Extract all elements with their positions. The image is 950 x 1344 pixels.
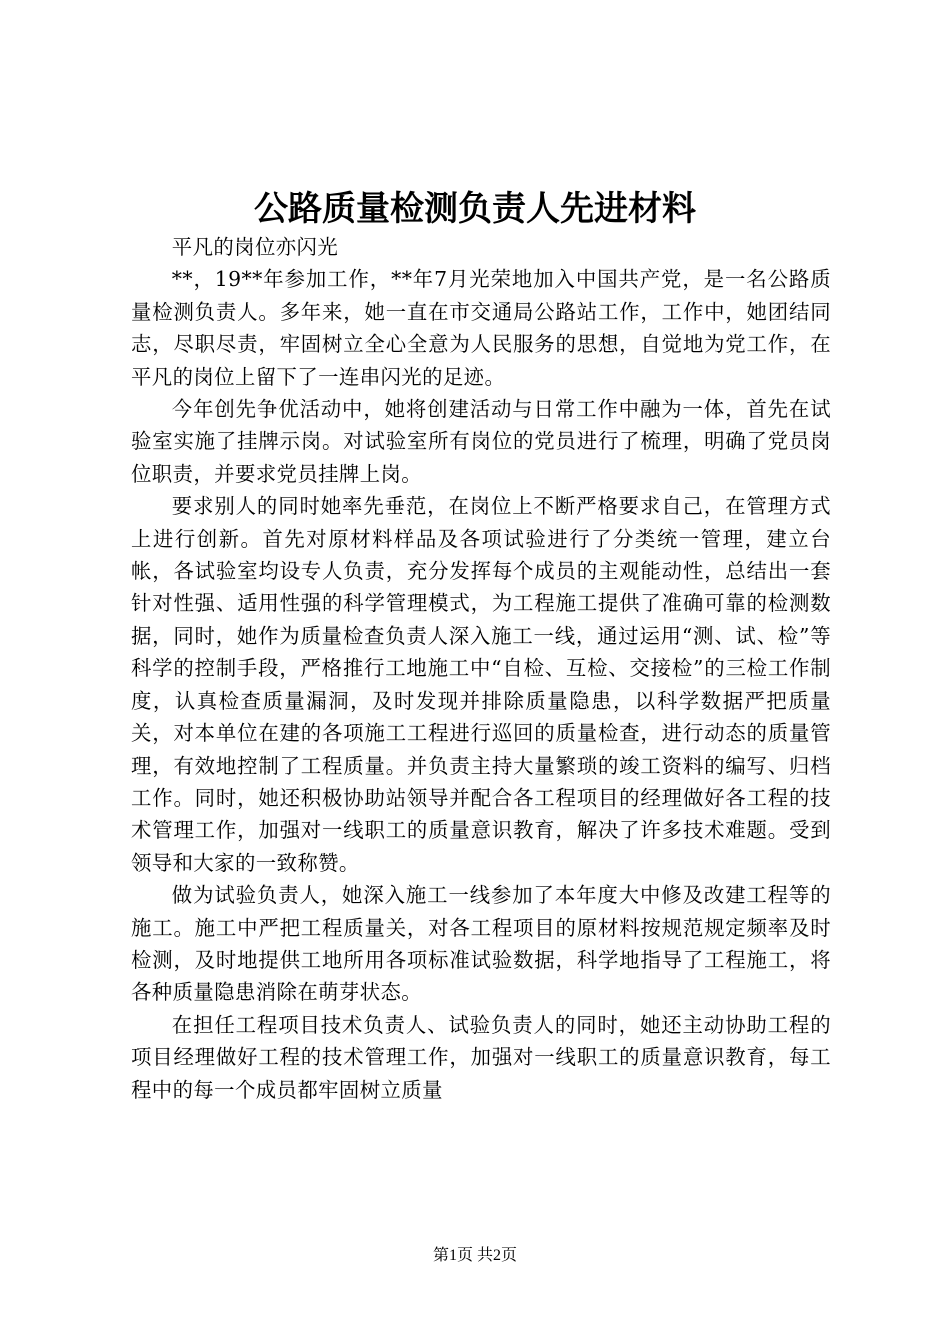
paragraph: **，19**年参加工作，**年7月光荣地加入中国共产党，是一名公路质量检测负责人。多年来，她一直在市交通局公路站工作，工作中，她团结同志，尽职尽责，牢固树立全心全意为人民服务的思想，自觉地为党工作，在平凡的岗位上留下了一连串闪光的足迹。: [131, 267, 831, 389]
paragraph: 要求别人的同时她率先垂范，在岗位上不断严格要求自己，在管理方式上进行创新。首先对原材料样品及各项试验进行了分类统一管理，建立台帐，各试验室均设专人负责，充分发挥每个成员的主观能动性，总结出一套针对性强、适用性强的科学管理模式，为工程施工提供了准确可靠的检测数据，同时，她作为质量检查负责人深入施工一线，通过运用“测、试、检”等科学的控制手段，严格推行工地施工中“自检、互检、交接检”的三检工作制度，认真检查质量漏洞，及时发现并排除质量隐患，以科学数据严把质量关，对本单位在建的各项施工工程进行巡回的质量检查，进行动态的质量管理，有效地控制了工程质量。并负责主持大量繁琐的竣工资料的编写、归档工作。同时，她还积极协助站领导并配合各工程项目的经理做好各工程的技术管理工作，加强对一线职工的质量意识教育，解决了许多技术难题。受到领导和大家的一致称赞。: [131, 494, 831, 875]
paragraph: 做为试验负责人，她深入施工一线参加了本年度大中修及改建工程等的施工。施工中严把工程质量关，对各工程项目的原材料按规范规定频率及时检测，及时地提供工地所用各项标准试验数据，科学地指导了工程施工，将各种质量隐患消除在萌芽状态。: [131, 883, 831, 1005]
document-subtitle: 平凡的岗位亦闪光: [171, 235, 339, 259]
paragraph: 今年创先争优活动中，她将创建活动与日常工作中融为一体，首先在试验室实施了挂牌示岗。对试验室所有岗位的党员进行了梳理，明确了党员岗位职责，并要求党员挂牌上岗。: [131, 397, 831, 486]
document-body: [131, 231, 831, 1106]
document-title: 公路质量检测负责人先进材料: [254, 189, 696, 229]
paragraph: 在担任工程项目技术负责人、试验负责人的同时，她还主动协助工程的项目经理做好工程的技术管理工作，加强对一线职工的质量意识教育，每工程中的每一个成员都牢固树立质量: [131, 1012, 831, 1102]
page-indicator: 第1页 共2页: [432, 1247, 517, 1264]
